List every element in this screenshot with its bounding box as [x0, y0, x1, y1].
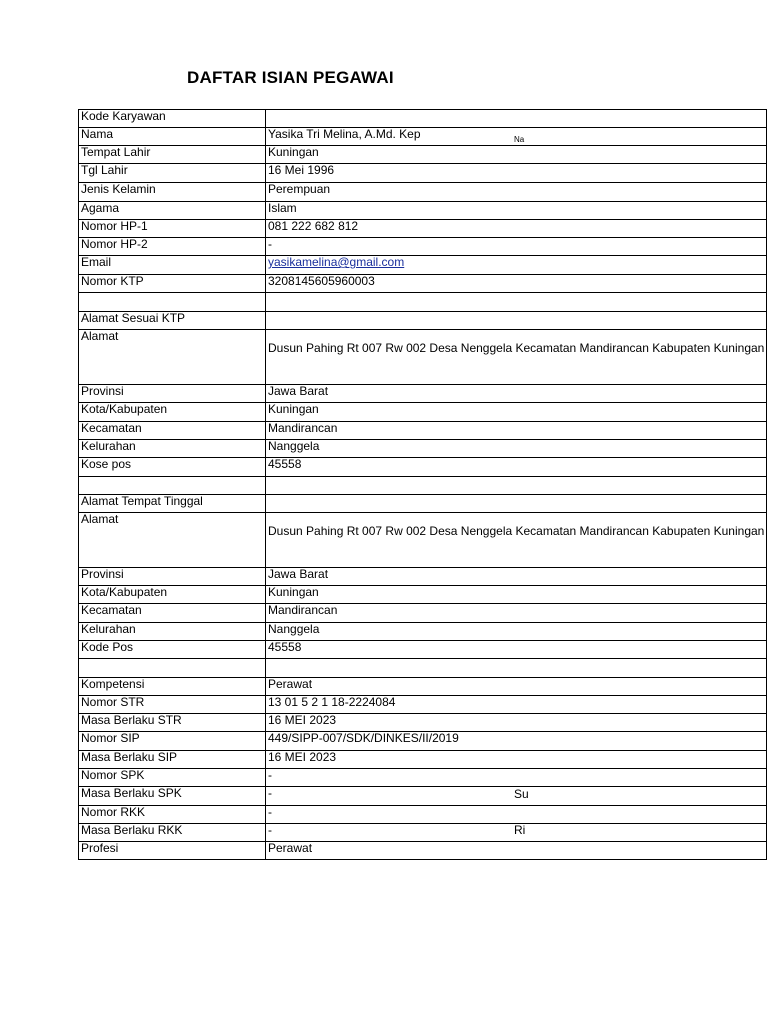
field-value: -: [266, 238, 767, 256]
field-value: 45558: [266, 458, 767, 477]
table-row: [79, 586, 767, 604]
field-label: Agama: [79, 202, 266, 220]
email-cell: [266, 256, 767, 275]
field-label: Masa Berlaku RKK: [79, 824, 266, 842]
field-value: Kuningan: [266, 146, 767, 164]
field-value: 16 MEI 2023: [266, 751, 767, 769]
field-label: Nomor STR: [79, 696, 266, 714]
field-label: Nomor KTP: [79, 275, 266, 293]
table-row: [79, 842, 767, 860]
table-row: [79, 769, 767, 787]
field-label: Kelurahan: [79, 440, 266, 458]
address-value: Dusun Pahing Rt 007 Rw 002 Desa Nenggela Kecamatan Mandirancan Kabupaten Kuningan: [268, 524, 765, 538]
empty-row: [79, 293, 767, 312]
address-cell: [266, 513, 767, 568]
field-label: Nomor HP-2: [79, 238, 266, 256]
field-value: Perawat: [266, 842, 767, 860]
empty-cell: [266, 312, 767, 330]
field-label: Profesi: [79, 842, 266, 860]
field-label: Nomor HP-1: [79, 220, 266, 238]
empty-cell: [79, 659, 266, 678]
field-value: 13 01 5 2 1 18-2224084: [266, 696, 767, 714]
field-label: Kose pos: [79, 458, 266, 477]
field-label: Email: [79, 256, 266, 275]
empty-cell: [266, 477, 767, 495]
empty-cell: [79, 293, 266, 312]
empty-row: [79, 659, 767, 678]
field-value: -: [266, 806, 767, 824]
empty-row: [79, 477, 767, 495]
table-row: [79, 824, 767, 842]
field-value: Jawa Barat: [266, 568, 767, 586]
field-value: -: [266, 824, 767, 842]
table-row: [79, 202, 767, 220]
field-label: Masa Berlaku SPK: [79, 787, 266, 806]
field-value: Jawa Barat: [266, 385, 767, 403]
field-label: Kota/Kabupaten: [79, 586, 266, 604]
field-label: Masa Berlaku STR: [79, 714, 266, 732]
field-value: Kuningan: [266, 403, 767, 422]
field-value: Mandirancan: [266, 604, 767, 623]
field-value: [266, 110, 767, 128]
table-row: [79, 275, 767, 293]
section-heading: Alamat Tempat Tinggal: [79, 495, 266, 513]
address-cell: [266, 330, 767, 385]
field-value: Islam: [266, 202, 767, 220]
field-label: Tempat Lahir: [79, 146, 266, 164]
table-row: [79, 604, 767, 623]
field-label: Kelurahan: [79, 623, 266, 641]
field-label: Alamat: [79, 513, 266, 568]
table-row: [79, 220, 767, 238]
table-row: [79, 568, 767, 586]
field-label: Provinsi: [79, 568, 266, 586]
field-value: Kuningan: [266, 586, 767, 604]
table-row: [79, 440, 767, 458]
field-value: 449/SIPP-007/SDK/DINKES/II/2019: [266, 732, 767, 751]
field-label: Kode Karyawan: [79, 110, 266, 128]
field-value: Yasika Tri Melina, A.Md. Kep: [266, 128, 767, 146]
table-row: [79, 678, 767, 696]
field-value: Nanggela: [266, 440, 767, 458]
clipped-side-label-ri: Ri: [514, 823, 526, 837]
table-row: [79, 164, 767, 183]
field-value: 081 222 682 812: [266, 220, 767, 238]
empty-cell: [79, 477, 266, 495]
table-row: [79, 128, 767, 146]
field-label: Nama: [79, 128, 266, 146]
field-value: Mandirancan: [266, 422, 767, 440]
field-value: 16 MEI 2023: [266, 714, 767, 732]
field-label: Tgl Lahir: [79, 164, 266, 183]
field-label: Masa Berlaku SIP: [79, 751, 266, 769]
page-title: DAFTAR ISIAN PEGAWAI: [187, 68, 394, 87]
field-label: Nomor SPK: [79, 769, 266, 787]
section-heading: Alamat Sesuai KTP: [79, 312, 266, 330]
field-value: 16 Mei 1996: [266, 164, 767, 183]
field-value: 3208145605960003: [266, 275, 767, 293]
employee-form-table: [78, 109, 767, 860]
table-row: [79, 110, 767, 128]
table-row: [79, 403, 767, 422]
section-heading-row: [79, 312, 767, 330]
field-label: Kota/Kabupaten: [79, 403, 266, 422]
table-row: [79, 146, 767, 164]
field-value: -: [266, 769, 767, 787]
field-label: Provinsi: [79, 385, 266, 403]
table-row: [79, 458, 767, 477]
field-value: Nanggela: [266, 623, 767, 641]
field-label: Nomor SIP: [79, 732, 266, 751]
table-row: [79, 330, 767, 385]
field-label: Jenis Kelamin: [79, 183, 266, 202]
table-row: [79, 385, 767, 403]
table-row: [79, 696, 767, 714]
clipped-side-label-su: Su: [514, 787, 529, 801]
field-label: Kecamatan: [79, 422, 266, 440]
table-row: [79, 238, 767, 256]
field-value: 45558: [266, 641, 767, 659]
table-row: [79, 422, 767, 440]
empty-cell: [266, 495, 767, 513]
empty-cell: [266, 659, 767, 678]
clipped-side-label-na: Na: [514, 135, 525, 144]
table-row: [79, 623, 767, 641]
email-link[interactable]: yasikamelina@gmail.com: [268, 255, 405, 269]
field-value: Perempuan: [266, 183, 767, 202]
table-row: [79, 183, 767, 202]
table-row: [79, 787, 767, 806]
table-row: [79, 751, 767, 769]
table-row: [79, 732, 767, 751]
field-value: Perawat: [266, 678, 767, 696]
section-heading-row: [79, 495, 767, 513]
field-label: Alamat: [79, 330, 266, 385]
field-label: Kompetensi: [79, 678, 266, 696]
address-value: Dusun Pahing Rt 007 Rw 002 Desa Nenggela Kecamatan Mandirancan Kabupaten Kuningan: [268, 341, 765, 355]
field-label: Kode Pos: [79, 641, 266, 659]
field-label: Nomor RKK: [79, 806, 266, 824]
table-row: [79, 641, 767, 659]
empty-cell: [266, 293, 767, 312]
field-label: Kecamatan: [79, 604, 266, 623]
field-value: -: [266, 787, 767, 806]
table-row: [79, 513, 767, 568]
table-row: [79, 256, 767, 275]
table-row: [79, 714, 767, 732]
table-row: [79, 806, 767, 824]
